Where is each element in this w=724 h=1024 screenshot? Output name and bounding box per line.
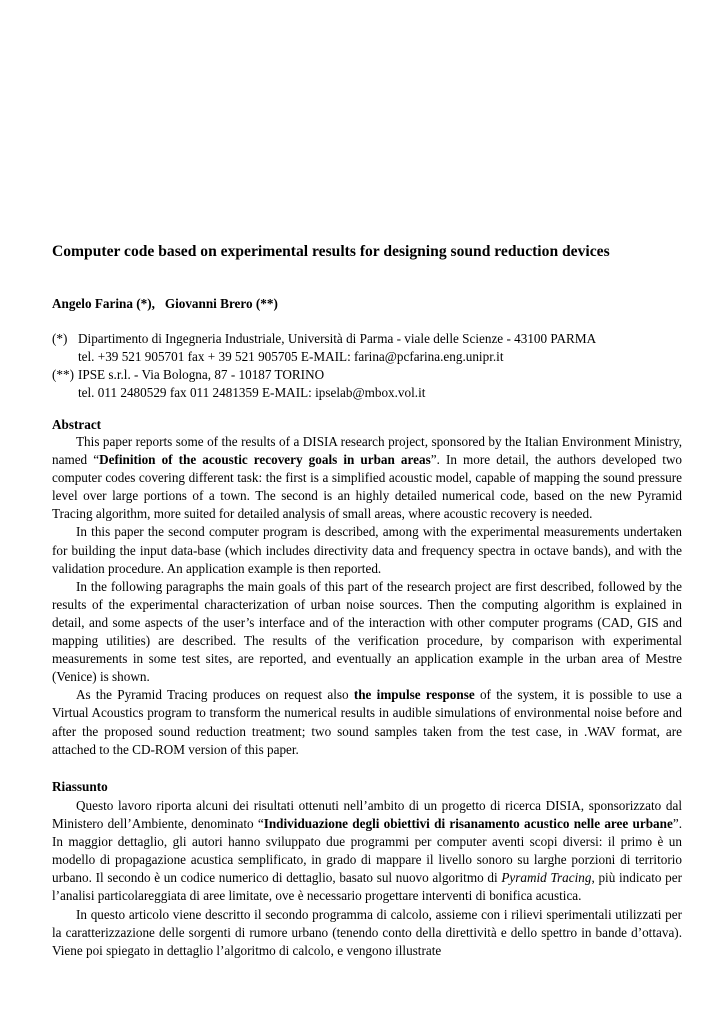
affiliation-address: IPSE s.r.l. - Via Bologna, 87 - 10187 TORINO [78, 367, 325, 382]
affiliation-tag: (*) [52, 331, 68, 346]
affiliation-address: Dipartimento di Ingegneria Industriale, Università di Parma - viale delle Scienze - 43100 PARMA [78, 331, 597, 346]
riassunto-heading: Riassunto [52, 779, 108, 794]
riassunto-paragraph: In questo articolo viene descritto il secondo programma di calcolo, assieme con i rilievi sperimentali utilizzati per la caratterizzazione delle sorgenti di rumore urbano (tenendo conto della direttività e dello spettro in bande d’ottava). Viene poi spiegato in dettaglio l’algoritmo di calcolo, e vengono illustrate [52, 906, 682, 958]
abstract-body [52, 433, 682, 759]
affiliation-contact: tel. +39 521 905701 fax + 39 521 905705 E-MAIL: farina@pcfarina.eng.unipr.it [78, 349, 504, 364]
paper-title: Computer code based on experimental results for designing sound reduction devices [52, 243, 610, 260]
affiliation-contact: tel. 011 2480529 fax 011 2481359 E-MAIL: ipselab@mbox.vol.it [78, 385, 426, 400]
abstract-paragraph: As the Pyramid Tracing produces on request also the impulse response of the system, it is possible to use a Virtual Acoustics program to transform the numerical results in audible simulations of environmental noise before and after the proposed sound reduction treatment; two sound samples taken from the test case, in .WAV format, are attached to the CD-ROM version of this paper. [52, 687, 682, 757]
pyramid-tracing-italic: Pyramid Tracing [501, 870, 592, 886]
progetto-name-bold: Individuazione degli obiettivi di risanamento acustico nelle aree urbane [263, 816, 673, 832]
affiliation-1 [52, 330, 596, 366]
affiliation-tag: (**) [52, 367, 74, 382]
impulse-response-bold: the impulse response [353, 687, 475, 703]
riassunto-paragraph: Questo lavoro riporta alcuni dei risultati ottenuti nell’ambito di un progetto di ricerca DISIA, sponsorizzato dal Ministero dell’Ambiente, denominato “Individuazione degli obiettivi di risanamento acustico nelle aree urbane”. In maggior dettaglio, gli autori hanno sviluppato due programmi per computer aventi scopi diversi: il primo è un modello di propagazione acustica semplificato, in grado di mappare il livello sonoro su larghe porzioni di territorio urbano. Il secondo è un codice numerico di dettaglio, basato sul nuovo algoritmo di Pyramid Tracing, più indicato per l’analisi particolareggiata di aree limitate, ove è necessario progettare interventi di bonifica acustica. [52, 798, 683, 904]
affiliation-2 [52, 366, 425, 402]
project-name-bold: Definition of the acoustic recovery goals in urban areas [99, 452, 431, 468]
abstract-heading: Abstract [52, 417, 102, 432]
abstract-paragraph: In the following paragraphs the main goals of this part of the research project are first described, followed by the results of the experimental characterization of urban noise sources. Then the computing algorithm is explained in detail, and some aspects of the user’s interface and of the interaction with other computer programs (CAD, GIS and mapping utilities) are described. The results of the verification procedure, by comparison with experimental measurements in some test sites, are reported, and eventually an application example in the urban area of Mestre (Venice) is shown. [52, 578, 682, 685]
abstract-paragraph: This paper reports some of the results of a DISIA research project, sponsored by the Italian Environment Ministry, named “Definition of the acoustic recovery goals in urban areas”. In more detail, the authors developed two computer codes covering different task: the first is a simplified acoustic model, capable of mapping the sound pressure level over large portions of a town. The second is an highly detailed numerical code, based on the new Pyramid Tracing algorithm, more suited for detailed analysis of small areas, where acoustic recovery is needed. [52, 434, 682, 522]
abstract-paragraph: In this paper the second computer program is described, among with the experimental measurements undertaken for building the input data-base (which includes directivity data and frequency spectra in octave bands), and with the validation procedure. An application example is then reported. [52, 524, 682, 576]
author-list: Angelo Farina (*), Giovanni Brero (**) [52, 296, 278, 311]
riassunto-body [52, 797, 682, 960]
